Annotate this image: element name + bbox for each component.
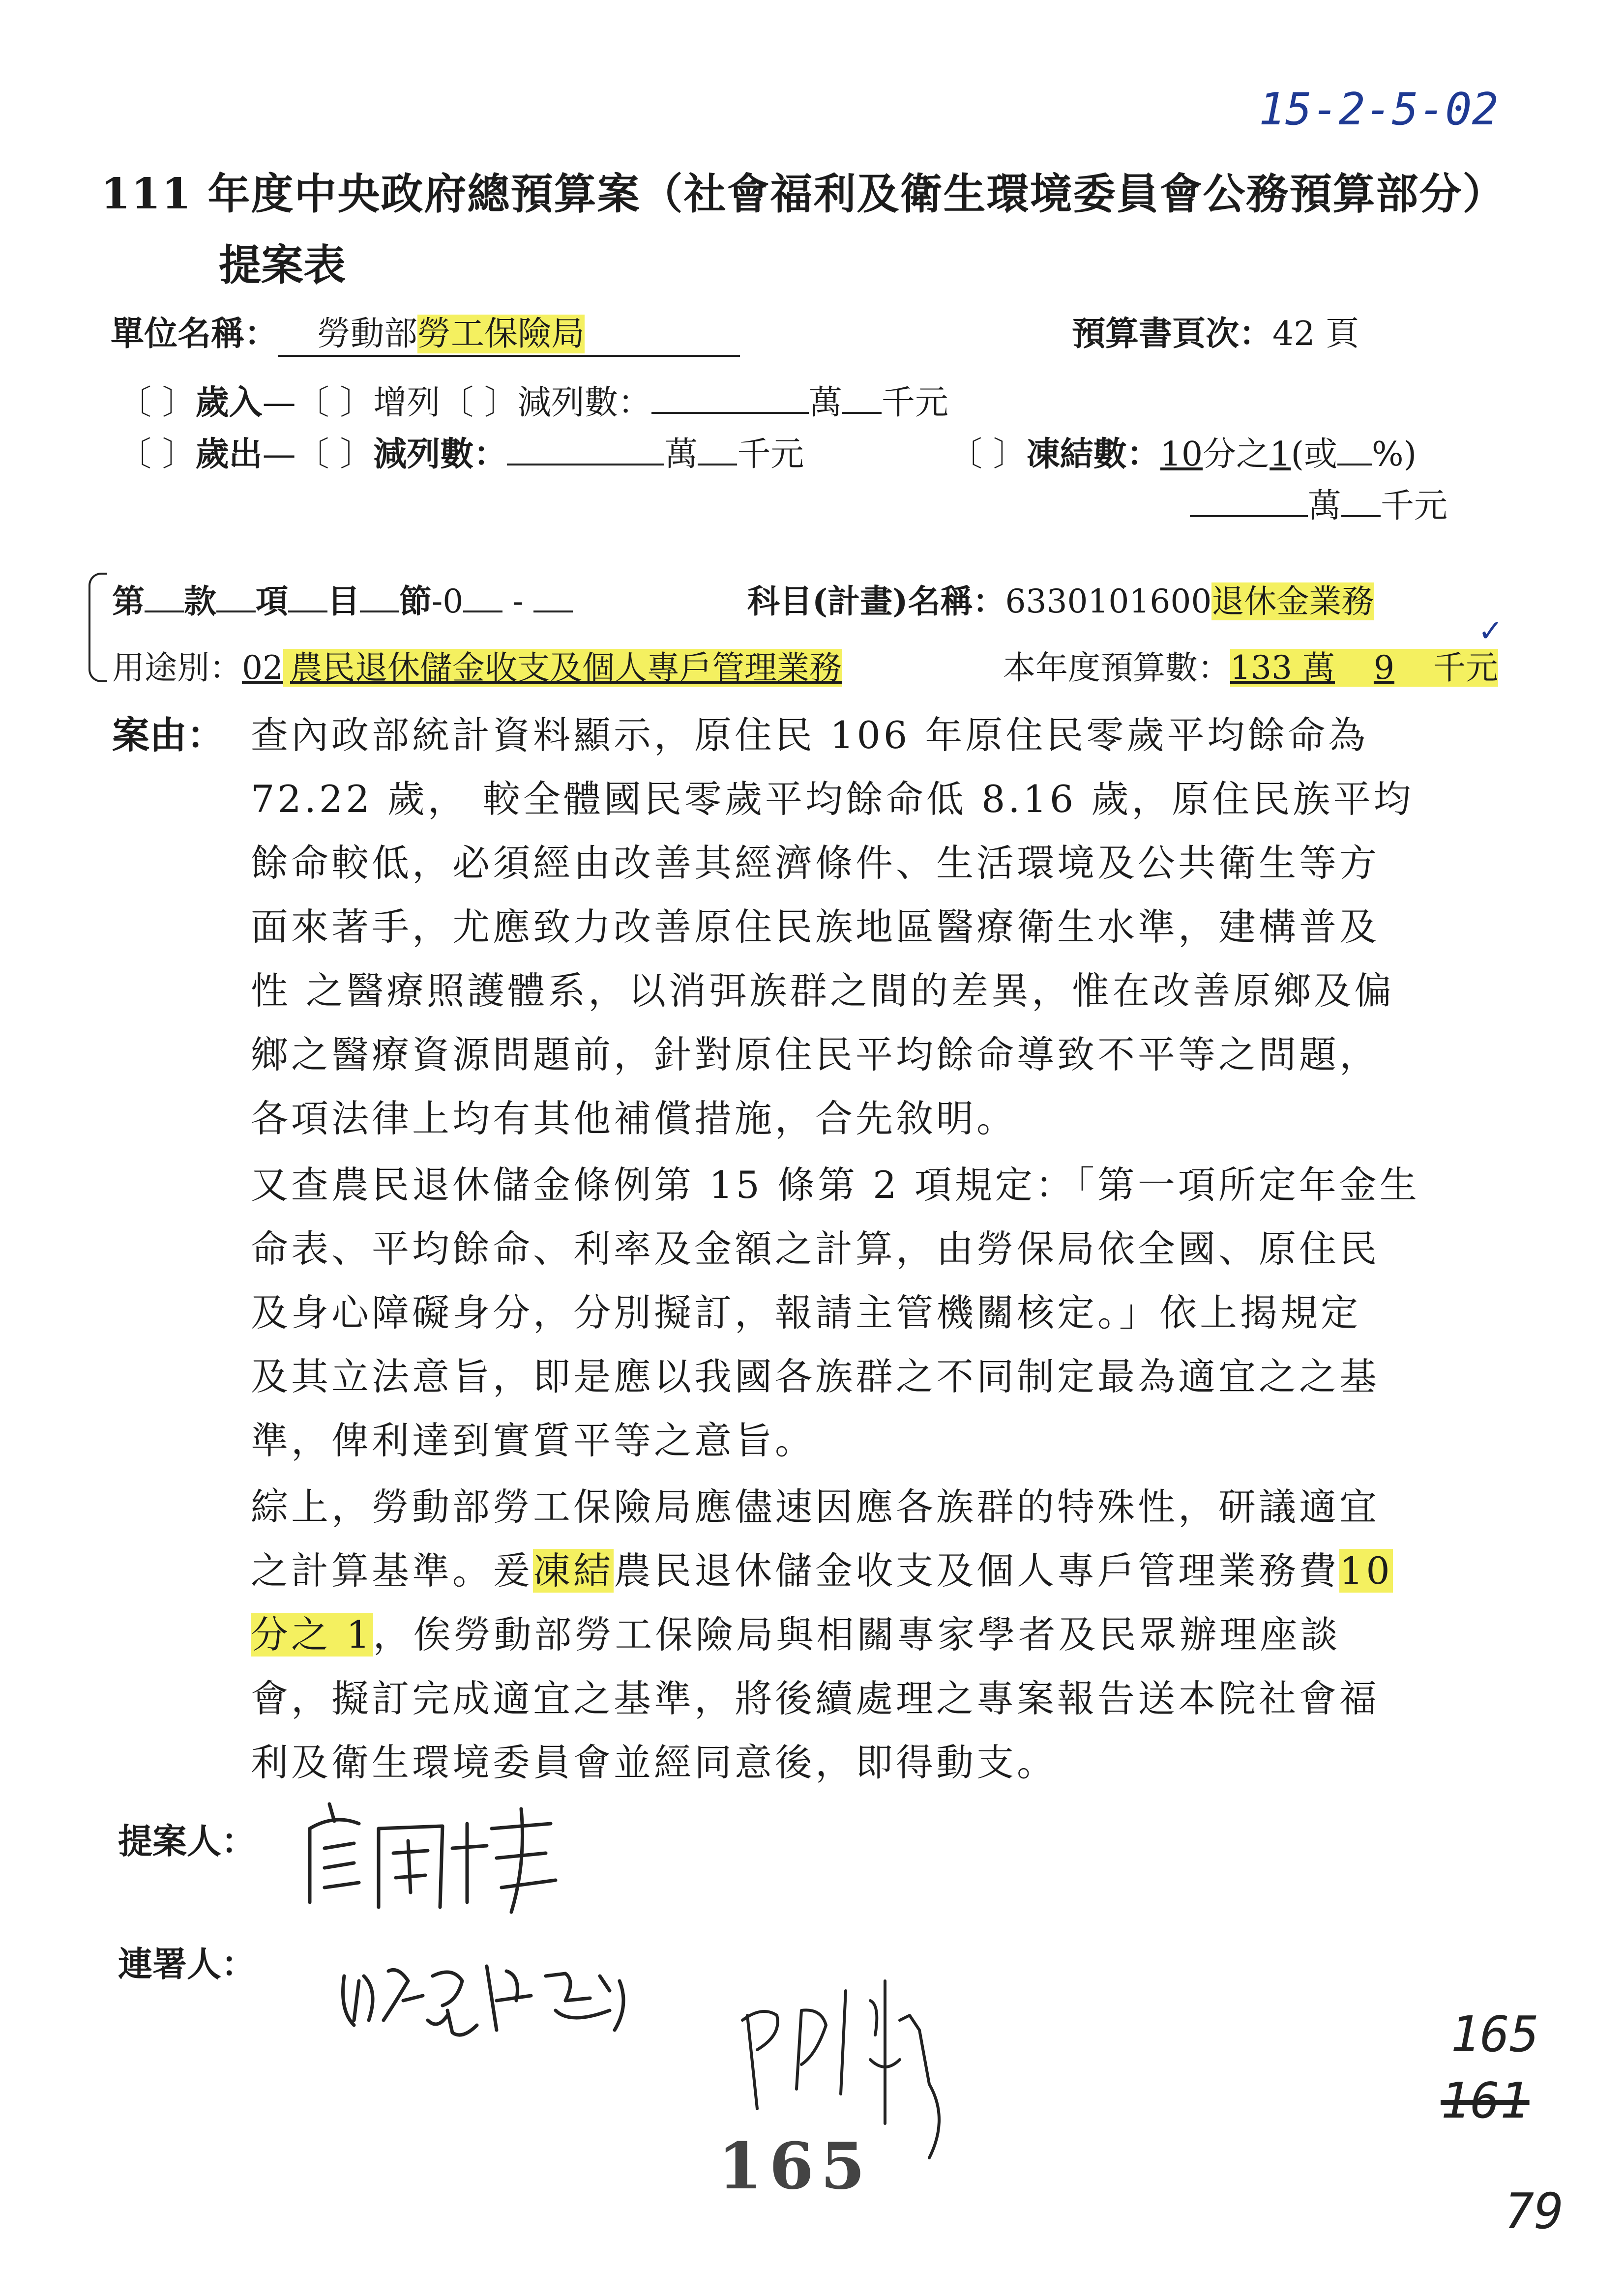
expense-qian: 千元 — [737, 435, 804, 474]
reason-line: 又查農民退休儲金條例第 15 條第 2 項規定：「第一項所定年金生 — [251, 1163, 1420, 1207]
use-name: 農民退休儲金收支及個人專戶管理業務 — [283, 649, 842, 687]
item-kuan: 款 — [184, 582, 216, 620]
freeze-fen: 分之 — [1203, 435, 1270, 474]
item-di: 第 — [112, 582, 145, 620]
item-bracket — [89, 573, 107, 682]
item-jie-blank[interactable] — [360, 578, 399, 612]
item-jie: 節 — [399, 582, 432, 620]
use-row — [112, 641, 842, 688]
expense-checkbox[interactable]: 〔 〕 — [118, 435, 196, 474]
check-mark-icon: ✓ — [1480, 610, 1501, 650]
revenue-label: 歲入 — [195, 383, 263, 422]
margin-note-2: 161 — [1441, 2072, 1530, 2129]
cosigner-signature-1 — [334, 1947, 649, 2045]
unit-name-highlight: 勞工保險局 — [417, 315, 585, 353]
expense-wan: 萬 — [664, 435, 698, 474]
page-ref-value: 42 頁 — [1272, 315, 1359, 353]
revenue-wan: 萬 — [808, 383, 842, 422]
reason-line: 性 之醫療照護體系，以消弭族群之間的差異，惟在改善原鄉及偏 — [251, 969, 1395, 1013]
proposer-signature — [295, 1794, 570, 1922]
document-code: 15-2-5-02 — [1259, 84, 1499, 135]
revenue-increase-label: 增列〔 〕 — [373, 383, 518, 422]
revenue-decrease-label: 減列數： — [517, 383, 651, 422]
revenue-wan-blank[interactable] — [651, 378, 809, 414]
revenue-row — [118, 376, 948, 424]
revenue-checkbox[interactable]: 〔 〕 — [118, 383, 196, 422]
reason-line: 利及衛生環境委員會並經同意後，即得動支。 — [251, 1741, 1057, 1784]
reason-text: ，俟勞動部勞工保險局與相關專家學者及民眾辦理座談 — [373, 1613, 1341, 1657]
reason-line-freeze — [251, 1541, 1393, 1595]
freeze-frac: 1 — [1270, 435, 1291, 474]
reason-line: 及身心障礙身分，分別擬訂，報請主管機關核定。」依上揭規定 — [251, 1291, 1361, 1335]
margin-note-1: 165 — [1450, 2005, 1539, 2063]
reason-text: 之計算基準。爰 — [251, 1549, 533, 1593]
item-kuan-blank[interactable] — [145, 578, 184, 612]
reason-line: 餘命較低，必須經由改善其經濟條件、生活環境及公共衛生等方 — [251, 841, 1380, 885]
reason-text: 農民退休儲金收支及個人專戶管理業務費 — [614, 1549, 1339, 1593]
unit-label: 單位名稱： — [111, 314, 278, 353]
item-code2-blank[interactable] — [533, 578, 573, 612]
cosigner-label: 連署人： — [118, 1944, 256, 1984]
expense-row — [118, 428, 804, 475]
item-xiang-blank[interactable] — [216, 578, 256, 612]
item-code: -0 — [432, 582, 464, 620]
freeze-wan-blank[interactable] — [1190, 482, 1308, 517]
unit-row — [111, 307, 740, 357]
budget-label: 本年度預算數： — [1003, 649, 1230, 687]
freeze-qian-blank[interactable] — [1341, 482, 1381, 517]
freeze-label: 凍結數： — [1026, 435, 1160, 474]
use-label: 用途別： — [112, 649, 242, 687]
use-code: 02 — [242, 649, 283, 687]
freeze-amount-row — [1190, 479, 1447, 527]
expense-decrease-label: 減列數： — [373, 435, 507, 474]
reason-line: 命表、平均餘命、利率及金額之計算，由勞保局依全國、原住民 — [251, 1227, 1380, 1271]
reason-label: 案由： — [112, 713, 224, 757]
freeze-num: 10 — [1160, 435, 1203, 474]
budget-wan: 133 萬 — [1230, 649, 1335, 687]
item-dash: - — [512, 582, 524, 620]
freeze-pct: %) — [1371, 435, 1417, 474]
reason-line-freeze-fraction — [251, 1605, 1341, 1658]
page-ref-label: 預算書頁次： — [1072, 314, 1273, 353]
budget-qian-num: 9 — [1335, 649, 1433, 687]
revenue-type-checkbox[interactable]: —〔 〕 — [262, 383, 374, 422]
unit-name: 勞動部 — [317, 315, 418, 353]
page-ref — [1072, 307, 1359, 355]
freeze-row — [949, 428, 1417, 475]
reason-line: 面來著手，尤應致力改善原住民族地區醫療衛生水準，建構普及 — [251, 905, 1380, 949]
item-mu-blank[interactable] — [288, 578, 327, 612]
freeze-qian: 千元 — [1381, 487, 1448, 525]
freeze-checkbox[interactable]: 〔 〕 — [949, 435, 1027, 474]
reason-line: 72.22 歲， 較全體國民零歲平均餘命低 8.16 歲，原住民族平均 — [251, 777, 1414, 821]
freeze-or: (或 — [1291, 435, 1337, 474]
subject-label: 科目(計畫)名稱： — [747, 582, 1005, 620]
budget-qian: 千元 — [1433, 649, 1498, 687]
reason-line: 各項法律上均有其他補償措施，合先敘明。 — [251, 1097, 1017, 1140]
proposer-label: 提案人： — [118, 1821, 256, 1861]
revenue-qian-blank[interactable] — [842, 378, 882, 414]
subject-code: 6330101600 — [1005, 582, 1212, 620]
margin-note-3: 79 — [1505, 2182, 1564, 2240]
reason-freeze-num-highlight: 10 — [1339, 1549, 1393, 1593]
expense-qian-blank[interactable] — [698, 430, 737, 465]
expense-type-checkbox[interactable]: —〔 〕 — [262, 435, 374, 474]
page-title: 111 年度中央政府總預算案（社會福利及衛生環境委員會公務預算部分） — [101, 169, 1506, 219]
item-code-blank[interactable] — [463, 578, 502, 612]
page-subtitle: 提案表 — [219, 240, 346, 290]
reason-line: 查內政部統計資料顯示，原住民 106 年原住民零歲平均餘命為 — [251, 713, 1369, 757]
subject-name: 退休金業務 — [1211, 582, 1374, 620]
item-xiang: 項 — [256, 582, 288, 620]
reason-freeze-highlight: 凍結 — [533, 1549, 614, 1593]
expense-wan-blank[interactable] — [507, 430, 664, 465]
item-row — [112, 575, 573, 622]
reason-line: 會，擬訂完成適宜之基準，將後續處理之專案報告送本院社會福 — [251, 1677, 1380, 1720]
revenue-qian: 千元 — [881, 383, 948, 422]
item-mu: 目 — [327, 582, 360, 620]
reason-line: 綜上，勞動部勞工保險局應儘速因應各族群的特殊性，研議適宜 — [251, 1485, 1380, 1529]
freeze-pct-blank[interactable] — [1337, 430, 1372, 465]
expense-label: 歲出 — [195, 435, 263, 474]
budget-row — [1003, 641, 1498, 688]
reason-line: 鄉之醫療資源問題前，針對原住民平均餘命導致不平等之問題， — [251, 1033, 1380, 1076]
subject-row — [747, 575, 1374, 622]
reason-line: 及其立法意旨，即是應以我國各族群之不同制定最為適宜之之基 — [251, 1355, 1380, 1398]
reason-fraction-highlight: 分之 1 — [251, 1613, 373, 1657]
reason-line: 準，俾利達到實質平等之意旨。 — [251, 1419, 815, 1462]
page-number: 165 — [718, 2128, 872, 2204]
freeze-wan: 萬 — [1308, 487, 1342, 525]
